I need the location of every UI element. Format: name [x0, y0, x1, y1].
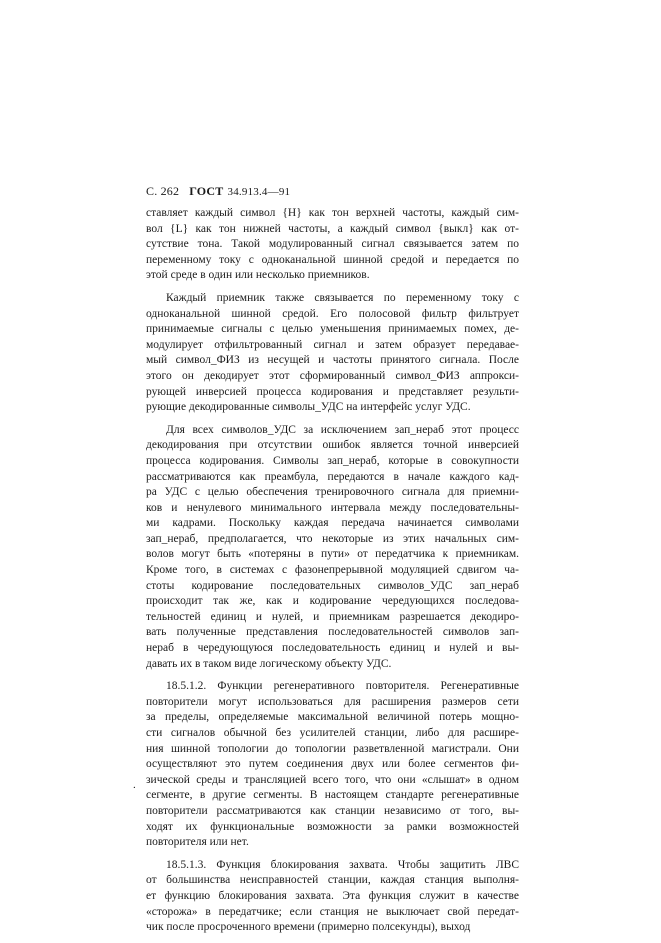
- text-line: рующей инверсией процесса кодирования и представляет результи-: [146, 385, 519, 398]
- text-line: ра УДС с целью обеспечения тренировочного сигнала для приемни-: [146, 486, 519, 499]
- page-number: С. 262: [146, 184, 180, 198]
- text-line: 18.5.1.3. Функция блокирования захвата. Чтобы защитить ЛВС: [166, 858, 519, 871]
- text-line: вол {L} как тон нижней частоты, а каждый символ {выкл} как от-: [146, 222, 519, 235]
- page-header: [146, 184, 290, 199]
- text-line: модулирует отфильтрованный сигнал и затем образует передавае-: [146, 338, 519, 351]
- text-line: одноканальной шинной средой. Его полосовой фильтр фильтрует: [146, 307, 519, 320]
- paragraph: [146, 423, 519, 673]
- standard-label: ГОСТ: [189, 184, 224, 198]
- text-line: от большинства неисправностей станции, каждая станция выполня-: [146, 874, 519, 887]
- text-line: этого он декодирует этот сформированный символ_ФИЗ аппрокси-: [146, 369, 519, 382]
- body-text: [146, 206, 519, 943]
- margin-mark: .: [133, 779, 136, 791]
- text-line: зап_нераб, предполагается, что некоторые из этих начальных сим-: [146, 532, 519, 545]
- text-line: осуществляют это путем соединения двух или более сегментов фи-: [146, 758, 519, 771]
- text-line: 18.5.1.2. Функции регенеративного повторителя. Регенеративные: [166, 680, 519, 693]
- text-line: сти сигналов обычной без усилителей станции, либо для расшире-: [146, 727, 519, 739]
- text-line: нераб в чередующуюся последовательность единиц и нулей и вы-: [146, 642, 519, 655]
- text-line: сутствие тона. Такой модулированный сигнал связывается затем по: [146, 238, 519, 251]
- text-line: волов могут быть «потеряны в пути» от передатчика к приемникам.: [146, 548, 519, 561]
- text-line: чик после просроченного времени (примерно полсекунды), выход: [146, 921, 471, 934]
- text-line: вать полученные представления последовательностей символов зап-: [146, 626, 519, 639]
- text-line: мый символ_ФИЗ из несущей и частоты принятого сигнала. После: [146, 354, 519, 367]
- text-line: рассматриваются как преамбула, передаются в начале каждого кад-: [146, 470, 519, 483]
- text-line: принимаемые сигналы с целью уменьшения принимаемых помех, де-: [146, 323, 519, 336]
- text-line: ставляет каждый символ {Н} как тон верхней частоты, каждый сим-: [146, 207, 519, 219]
- text-line: этой среде в один или несколько приемников.: [146, 269, 370, 282]
- text-line: Для всех символов_УДС за исключением зап_нераб этот процесс: [166, 423, 519, 436]
- text-line: процесса кодирования. Символы зап_нераб, которые в совокупности: [146, 454, 519, 467]
- text-line: декодирования при отсутствии ошибок является точной инверсией: [146, 439, 519, 452]
- text-line: за пределы, определяемые максимальной величиной потерь мощно-: [146, 711, 519, 724]
- text-line: повторителя или нет.: [146, 836, 249, 849]
- text-line: происходит так же, как и кодирование чередующихся последова-: [146, 595, 519, 608]
- text-line: ния шинной топологии до топологии разветвленной магистрали. Они: [146, 742, 519, 755]
- text-line: ми кадрами. Поскольку каждая передача начинается символами: [146, 517, 519, 530]
- text-line: повторители могут использоваться для расширения размеров сети: [146, 695, 519, 708]
- text-line: сегменте, в другие сегменты. В настоящем стандарте регенеративные: [146, 789, 519, 802]
- text-line: зической среды и трансляцией всего того, что они «слышат» в одном: [146, 773, 519, 786]
- text-line: «сторожа» в передатчике; если станция не выключает свой передат-: [146, 905, 519, 918]
- text-line: Каждый приемник также связывается по переменному току с: [166, 291, 519, 304]
- paragraph: [146, 291, 519, 416]
- text-line: давать их в таком виде логическому объекту УДС.: [146, 657, 392, 670]
- text-line: переменному току с одноканальной шинной средой и передается по: [146, 253, 519, 266]
- text-line: повторители рассматриваются как станции независимо от того, вы-: [146, 804, 519, 817]
- text-line: тельностей единиц и нулей, и приемникам разрешается декодиро-: [146, 610, 519, 623]
- text-line: ков и ненулевого минимального интервала между последовательны-: [146, 501, 519, 514]
- text-line: ходят их функциональные возможности за рамки возможностей: [146, 820, 519, 833]
- paragraph: [146, 679, 519, 851]
- paragraph: [146, 858, 519, 936]
- text-line: рующие декодированные символы_УДС на интерфейс услуг УДС.: [146, 401, 471, 414]
- text-line: ет функцию блокирования захвата. Эта функция служит в качестве: [146, 889, 519, 902]
- paragraph: [146, 206, 519, 284]
- text-line: стоты кодирование последовательных символов_УДС зап_нераб: [146, 579, 519, 592]
- standard-number: 34.913.4—91: [227, 186, 291, 198]
- text-line: Кроме того, в системах с фазонепрерывной модуляцией сдвигом ча-: [146, 564, 519, 577]
